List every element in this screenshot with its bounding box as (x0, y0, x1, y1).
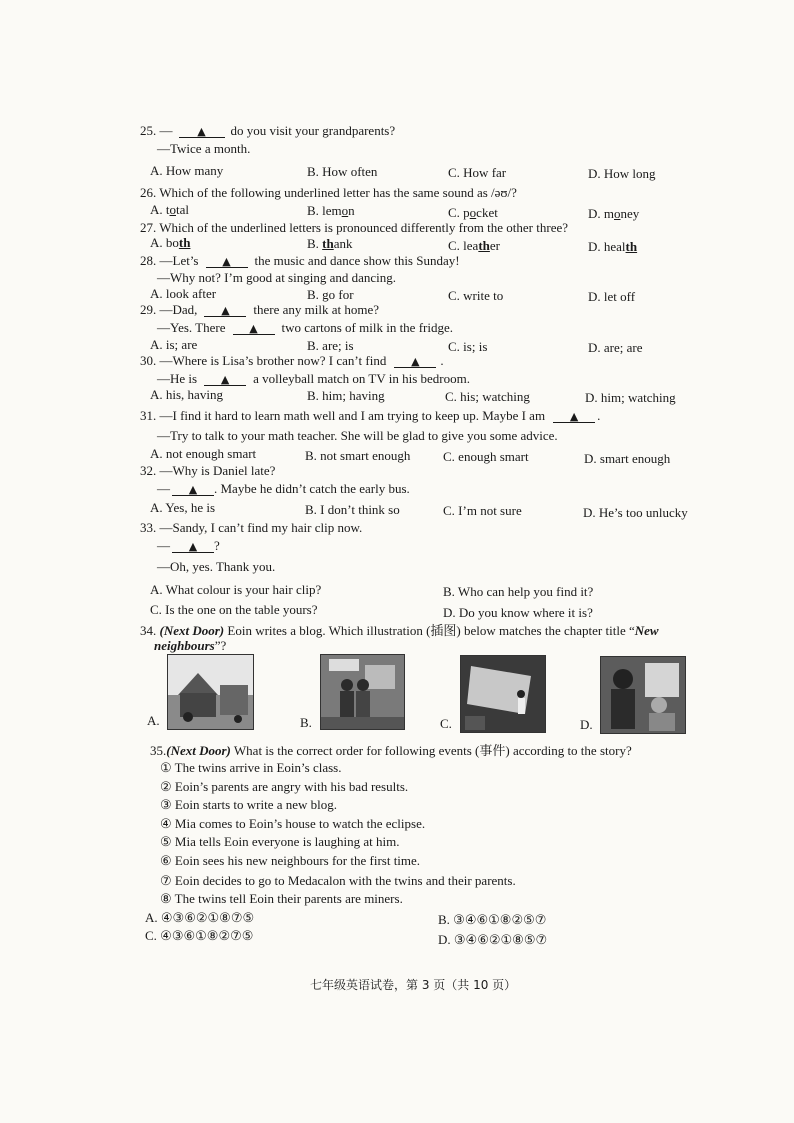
option-d[interactable]: D. money (588, 206, 640, 221)
option-c[interactable]: C. his; watching (445, 389, 530, 404)
option-c[interactable]: C. pocket (448, 205, 498, 220)
option-b[interactable]: B. go for (307, 287, 354, 302)
page-footer: 七年级英语试卷，第 3 页（共 10 页） (310, 978, 517, 992)
option-a[interactable]: A. his, having (150, 387, 223, 402)
q31-reply: —Try to talk to your math teacher. She will be glad to give you some advice. (157, 428, 558, 443)
event-item: ① The twins arrive in Eoin’s class. (160, 760, 342, 775)
option-c[interactable]: C. How far (448, 165, 507, 180)
option-a[interactable]: A. What colour is your hair clip? (150, 582, 322, 597)
option-d[interactable]: D. Do you know where it is? (443, 605, 593, 620)
option-b-label[interactable]: B. (300, 715, 312, 730)
answer-blank[interactable]: ▲ (172, 538, 214, 553)
option-c-label[interactable]: C. (440, 716, 452, 731)
q25-stem: 25. — ▲ do you visit your grandparents? (140, 123, 396, 138)
event-item: ⑤ Mia tells Eoin everyone is laughing at him. (160, 834, 400, 849)
q32-reply: — ▲ . Maybe he didn’t catch the early bus. (157, 481, 410, 496)
option-b[interactable]: B. thank (307, 236, 353, 251)
q30-reply: —He is ▲ a volleyball match on TV in his bedroom. (157, 371, 470, 386)
q25-reply: —Twice a month. (157, 141, 251, 156)
event-item: ③ Eoin starts to write a new blog. (160, 797, 338, 812)
option-b[interactable]: B. are; is (307, 338, 354, 353)
answer-blank[interactable]: ▲ (553, 408, 595, 423)
q29-stem: 29. —Dad, ▲ there any milk at home? (140, 302, 380, 317)
answer-blank[interactable]: ▲ (204, 302, 246, 317)
option-d[interactable]: D. ③④⑥②①⑧⑤⑦ (438, 932, 548, 947)
option-c[interactable]: C. I’m not sure (443, 503, 522, 518)
option-a[interactable]: A. total (150, 202, 189, 217)
illustration-c[interactable] (460, 655, 546, 733)
option-b[interactable]: B. How often (307, 164, 378, 179)
option-d[interactable]: D. He’s too unlucky (583, 505, 688, 520)
answer-blank[interactable]: ▲ (394, 353, 436, 368)
event-item: ④ Mia comes to Eoin’s house to watch the eclipse. (160, 816, 426, 831)
q31-stem: 31. —I find it hard to learn math well and I am trying to keep up. Maybe I am ▲ . (140, 408, 601, 423)
q29-reply: —Yes. There ▲ two cartons of milk in the fridge. (157, 320, 453, 335)
option-d[interactable]: D. How long (588, 166, 656, 181)
option-c[interactable]: C. ④③⑥①⑧②⑦⑤ (145, 928, 254, 943)
illustration-d[interactable] (600, 656, 686, 734)
option-b[interactable]: B. Who can help you find it? (443, 584, 594, 599)
q27-stem: 27. Which of the underlined letters is pronounced differently from the other three? (140, 220, 569, 235)
q26-stem: 26. Which of the following underlined letter has the same sound as /əʊ/? (140, 185, 517, 200)
option-a[interactable]: A. Yes, he is (150, 500, 216, 515)
q33-reply2: —Oh, yes. Thank you. (157, 559, 276, 574)
q30-stem: 30. —Where is Lisa’s brother now? I can’t find ▲ . (140, 353, 444, 368)
option-b[interactable]: B. not smart enough (305, 448, 411, 463)
event-item: ② Eoin’s parents are angry with his bad results. (160, 779, 409, 794)
option-a[interactable]: A. look after (150, 286, 217, 301)
option-c[interactable]: C. leather (448, 238, 500, 253)
option-d-label[interactable]: D. (580, 717, 593, 732)
event-item: ⑥ Eoin sees his new neighbours for the first time. (160, 853, 421, 868)
q32-stem: 32. —Why is Daniel late? (140, 463, 276, 478)
illustration-b[interactable] (320, 654, 405, 730)
illustration-a[interactable] (167, 654, 254, 730)
answer-blank[interactable]: ▲ (233, 320, 275, 335)
option-a[interactable]: A. not enough smart (150, 446, 257, 461)
answer-blank[interactable]: ▲ (206, 253, 248, 268)
option-b[interactable]: B. him; having (307, 388, 385, 403)
option-c[interactable]: C. is; is (448, 339, 488, 354)
option-a[interactable]: A. How many (150, 163, 224, 178)
option-b[interactable]: B. I don’t think so (305, 502, 400, 517)
q33-stem: 33. —Sandy, I can’t find my hair clip now. (140, 520, 363, 535)
option-b[interactable]: B. lemon (307, 203, 355, 218)
option-a[interactable]: A. ④③⑥②①⑧⑦⑤ (145, 910, 255, 925)
option-d[interactable]: D. smart enough (584, 451, 671, 466)
q28-stem: 28. —Let’s ▲ the music and dance show this Sunday! (140, 253, 460, 268)
option-d[interactable]: D. health (588, 239, 638, 254)
option-c[interactable]: C. write to (448, 288, 504, 303)
option-a[interactable]: A. both (150, 235, 191, 250)
answer-blank[interactable]: ▲ (172, 481, 214, 496)
option-b[interactable]: B. ③④⑥①⑧②⑤⑦ (438, 912, 547, 927)
q33-reply: — ▲ ? (157, 538, 220, 553)
answer-blank[interactable]: ▲ (204, 371, 246, 386)
q35-stem: 35.(Next Door) What is the correct order for following events (事件) according to the story? (150, 743, 632, 758)
q34-stem-cont: neighbours”? (154, 638, 227, 653)
q34-stem: 34. (Next Door) Eoin writes a blog. Which illustration (插图) below matches the chapter title “New (140, 623, 659, 638)
q28-reply: —Why not? I’m good at singing and dancing. (157, 270, 397, 285)
event-item: ⑧ The twins tell Eoin their parents are miners. (160, 891, 403, 906)
answer-blank[interactable]: ▲ (179, 123, 225, 138)
option-c[interactable]: C. enough smart (443, 449, 529, 464)
option-d[interactable]: D. are; are (588, 340, 643, 355)
option-a[interactable]: A. is; are (150, 337, 198, 352)
event-item: ⑦ Eoin decides to go to Medacalon with the twins and their parents. (160, 873, 516, 888)
option-d[interactable]: D. him; watching (585, 390, 676, 405)
option-c[interactable]: C. Is the one on the table yours? (150, 602, 318, 617)
option-d[interactable]: D. let off (588, 289, 636, 304)
option-a-label[interactable]: A. (147, 713, 160, 728)
